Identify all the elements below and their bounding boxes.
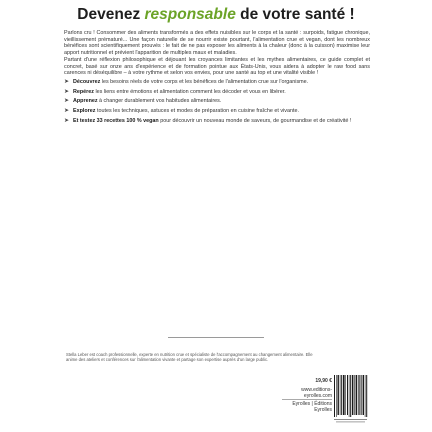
arrow-bullet-icon: ➤ bbox=[64, 117, 70, 124]
arrow-bullet-icon: ➤ bbox=[64, 88, 70, 95]
barcode-icon bbox=[332, 372, 370, 424]
list-item bbox=[64, 79, 370, 86]
bullet-text: les besoins réels de votre corps et les bénéfices de l'alimentation crue sur l'organisme. bbox=[100, 79, 309, 86]
list-item bbox=[64, 89, 370, 96]
headline-pre: Devenez bbox=[77, 6, 145, 23]
bullet-lead: Découvrez bbox=[73, 79, 101, 86]
blurb bbox=[64, 30, 370, 128]
bullet-lead: Apprenez bbox=[73, 98, 98, 105]
price-label: 19,90 € bbox=[315, 378, 332, 384]
bullet-text: à changer durablement vos habitudes alimentaires. bbox=[97, 98, 222, 105]
bullet-text: les liens entre émotions et alimentation comment les décoder et vous en libérer. bbox=[93, 88, 286, 95]
bullet-text: pour découvrir un nouveau monde de saveurs, de gourmandise et de créativité ! bbox=[158, 117, 352, 124]
feature-list bbox=[64, 79, 370, 124]
publisher-website: www.editions-eyrolles.com bbox=[301, 387, 332, 399]
author-bio: Stella Leber est coach professionnelle, experte en nutrition crue et spécialiste de l'accompagnement au changement alimentaire. Elle anime des ateliers et conférences sur l'alimentation vivante et partage son expertise auprès d'un large public. bbox=[66, 352, 313, 363]
publisher-info bbox=[282, 378, 332, 413]
list-item bbox=[64, 118, 370, 125]
divider bbox=[168, 337, 264, 338]
list-item bbox=[64, 98, 370, 105]
arrow-bullet-icon: ➤ bbox=[64, 108, 70, 115]
intro-paragraph-2: Partant d'une réflexion philosophique et déjouant les croyances limitantes et les mythes alimentaires, ce guide complet et concret, basé sur onze ans d'expérience et de formation pointue aux États-Unis, vous aidera à adopter le raw food sans carences ni déséquilibre – à votre rythme et selon vos envies, pour une santé au top et une vitalité visible ! bbox=[64, 57, 370, 77]
bullet-lead: Explorez bbox=[73, 108, 96, 115]
arrow-bullet-icon: ➤ bbox=[64, 98, 70, 105]
bullet-lead: Et testez 33 recettes 100 % vegan bbox=[73, 117, 159, 124]
headline-post: de votre santé ! bbox=[235, 6, 355, 23]
list-item bbox=[64, 108, 370, 115]
publisher-name: Eyrolles | Éditions Eyrolles bbox=[282, 399, 332, 413]
arrow-bullet-icon: ➤ bbox=[64, 79, 70, 86]
headline-emphasis: responsable bbox=[144, 6, 236, 23]
page-title bbox=[0, 6, 432, 24]
intro-paragraph-1: Parlons cru ! Consommer des aliments transformés a des effets nuisibles sur le corps et la santé : surpoids, fatigue chronique, vieillissement prématuré... Une façon naturelle de se nourrir existe pourtant, l'alimentation crue et vegan, dont les nombreux bénéfices sont scientifiquement prouvés : le fait de ne pas exposer les aliments à la chaleur (donc à la cuisson) maximise leur apport nutritionnel et prévient l'apparition de multiples maux et maladies. bbox=[64, 30, 370, 56]
bullet-text: toutes les techniques, astuces et modes de préparation en cuisine fraîche et vivante. bbox=[95, 108, 299, 115]
bullet-lead: Repérez bbox=[73, 88, 94, 95]
